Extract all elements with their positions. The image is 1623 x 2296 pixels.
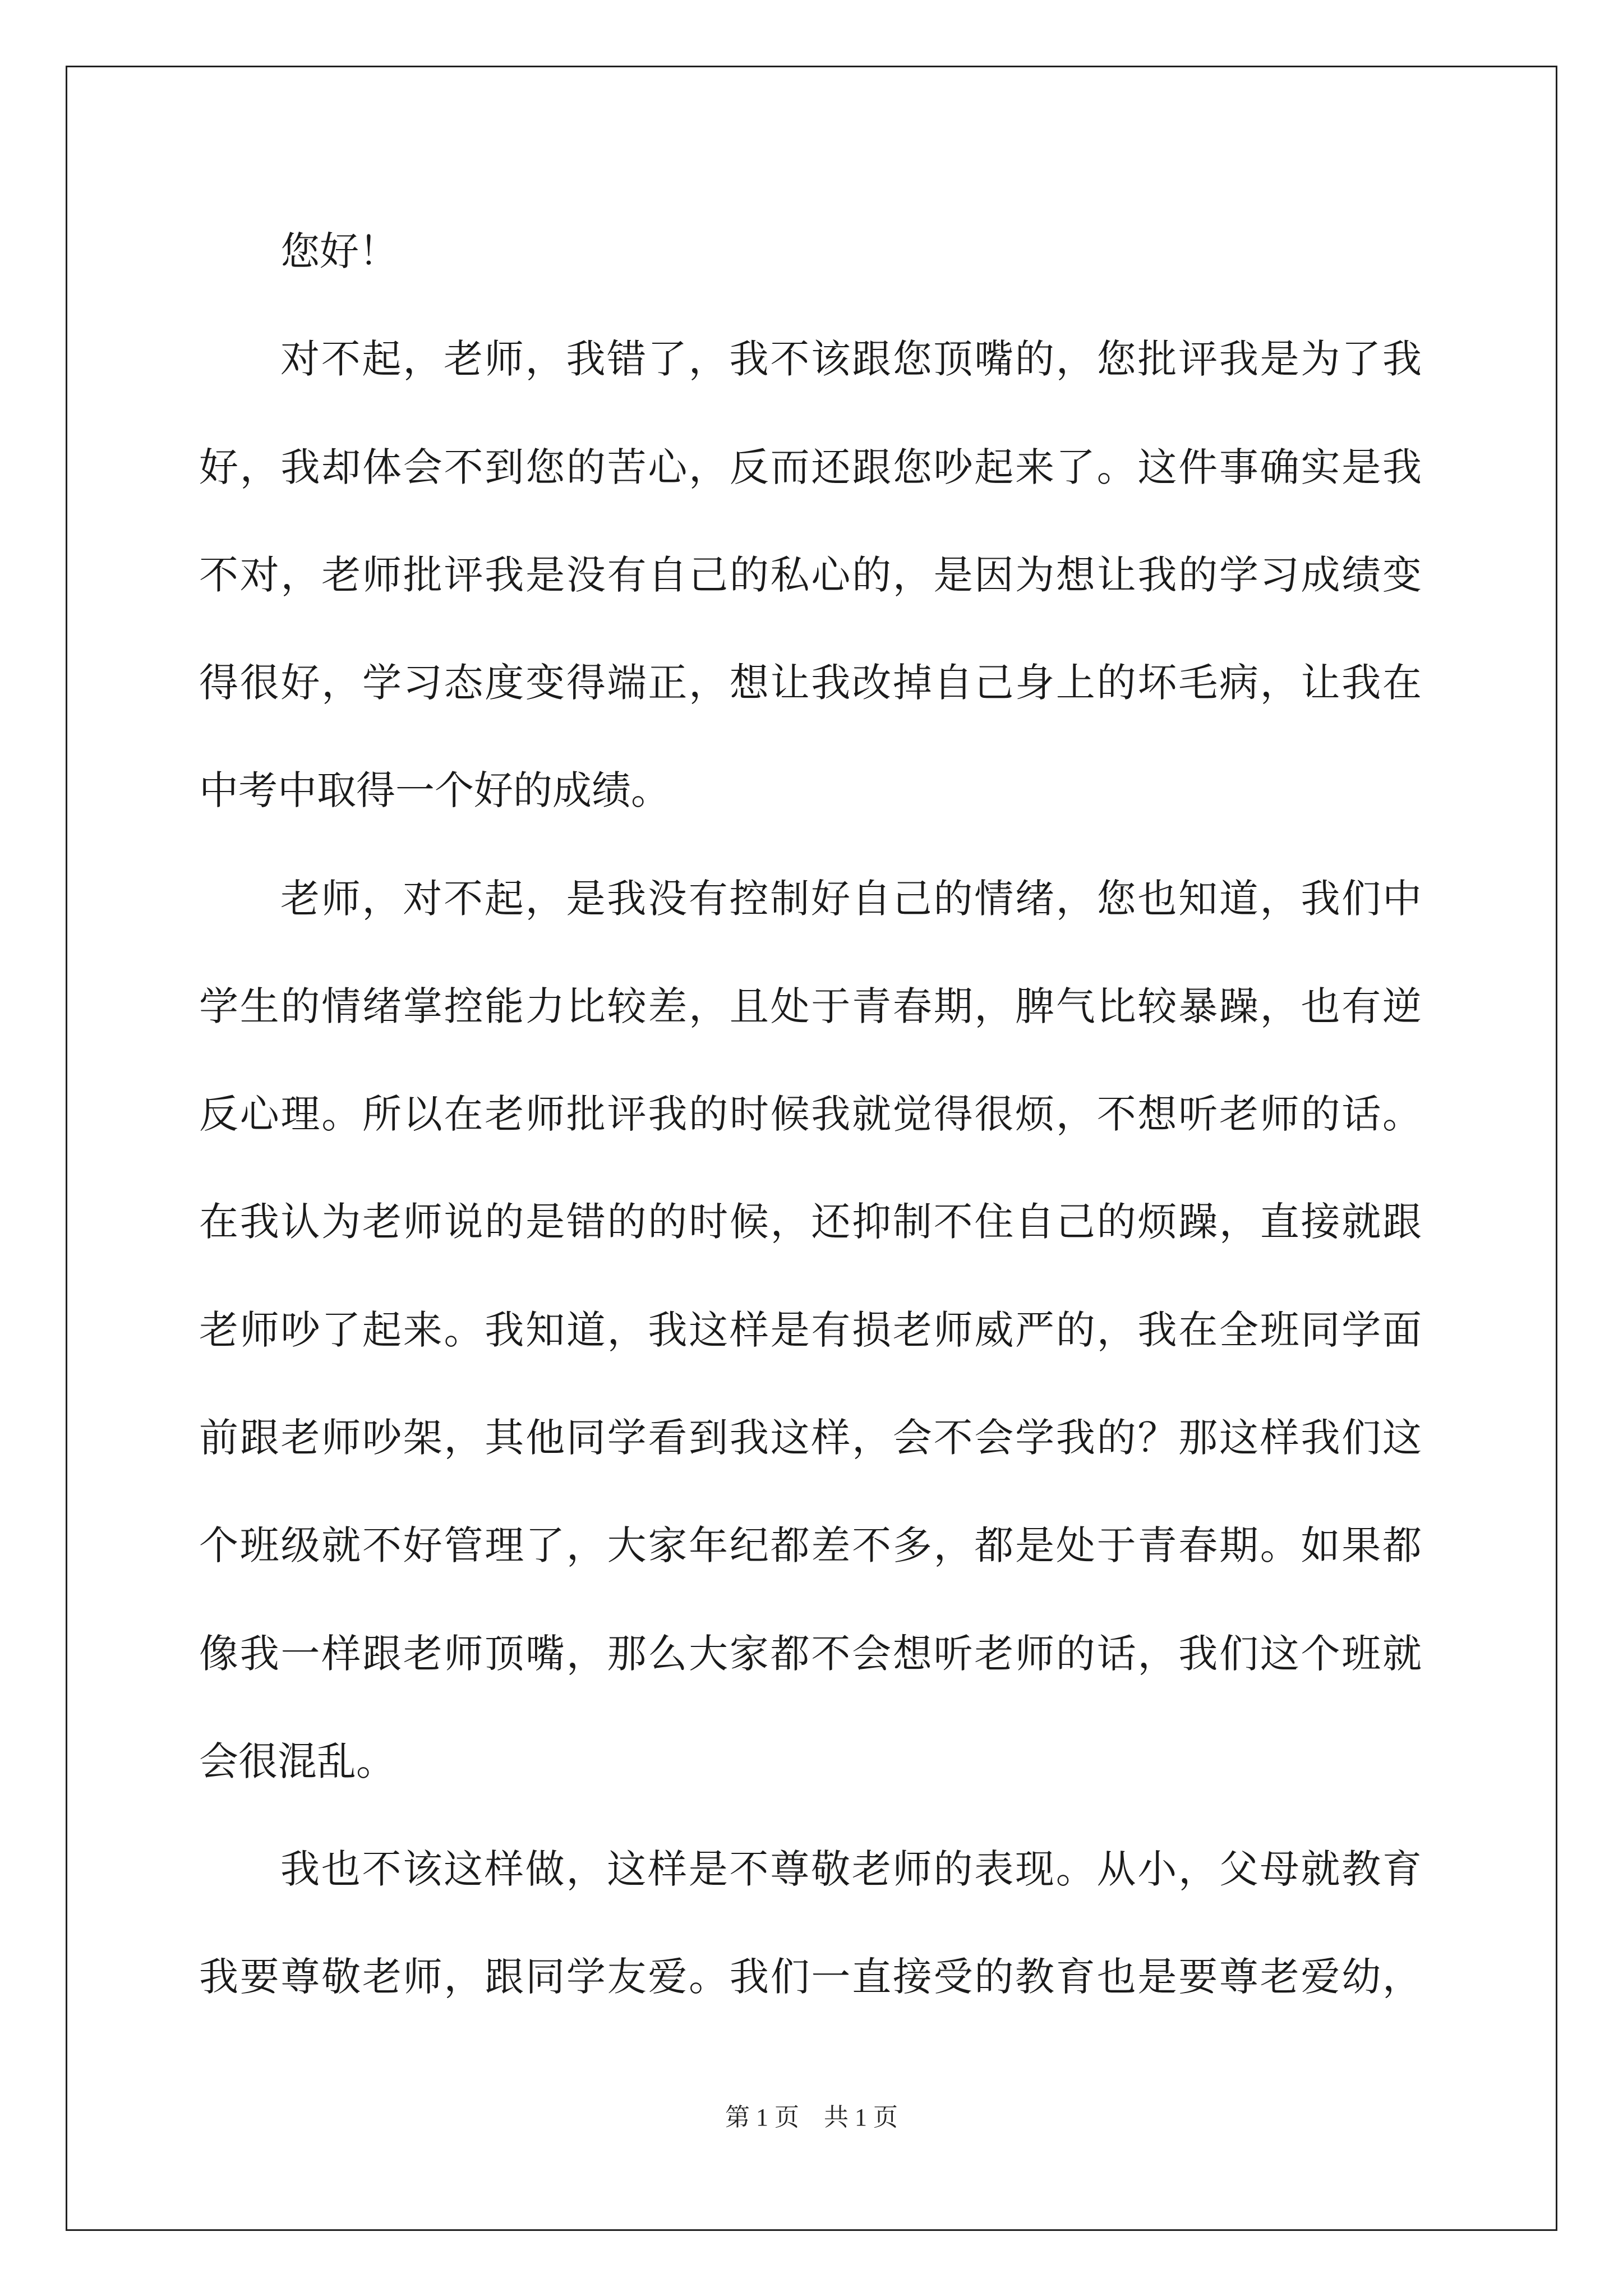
- paragraph-1-line-2: 好，我却体会不到您的苦心，反而还跟您吵起来了。这件事确实是我: [199, 444, 1422, 490]
- paragraph-2-line-7: 个班级就不好管理了，大家年纪都差不多，都是处于青春期。如果都: [199, 1522, 1422, 1568]
- paragraph-2-line-3: 反心理。所以在老师批评我的时候我就觉得很烦，不想听老师的话。: [199, 1091, 1422, 1137]
- paragraph-2-line-4: 在我认为老师说的是错的的时候，还抑制不住自己的烦躁，直接就跟: [199, 1199, 1422, 1245]
- paragraph-2-line-8: 像我一样跟老师顶嘴，那么大家都不会想听老师的话，我们这个班就: [199, 1631, 1422, 1677]
- greeting-line: 您好！: [280, 228, 398, 274]
- paragraph-1-line-4: 得很好，学习态度变得端正，想让我改掉自己身上的坏毛病，让我在: [199, 660, 1422, 706]
- paragraph-2-line-1: 老师，对不起，是我没有控制好自己的情绪，您也知道，我们中: [280, 876, 1422, 922]
- paragraph-3-line-1: 我也不该这样做，这样是不尊敬老师的表现。从小，父母就教育: [280, 1846, 1422, 1892]
- paragraph-2-line-6: 前跟老师吵架，其他同学看到我这样，会不会学我的？那这样我们这: [199, 1415, 1422, 1461]
- paragraph-2-line-5: 老师吵了起来。我知道，我这样是有损老师威严的，我在全班同学面: [199, 1307, 1422, 1353]
- paragraph-3-line-2: 我要尊敬老师，跟同学友爱。我们一直接受的教育也是要尊老爱幼，: [199, 1954, 1422, 2000]
- paragraph-2-line-2: 学生的情绪掌控能力比较差，且处于青春期，脾气比较暴躁，也有逆: [199, 983, 1422, 1029]
- page-number-footer: 第 1 页 共 1 页: [725, 2104, 898, 2131]
- paragraph-1-line-5: 中考中取得一个好的成绩。: [199, 767, 670, 813]
- paragraph-1-line-3: 不对，老师批评我是没有自己的私心的，是因为想让我的学习成绩变: [199, 552, 1422, 598]
- paragraph-2-line-9: 会很混乱。: [199, 1738, 395, 1784]
- paragraph-1-line-1: 对不起，老师，我错了，我不该跟您顶嘴的，您批评我是为了我: [280, 336, 1422, 382]
